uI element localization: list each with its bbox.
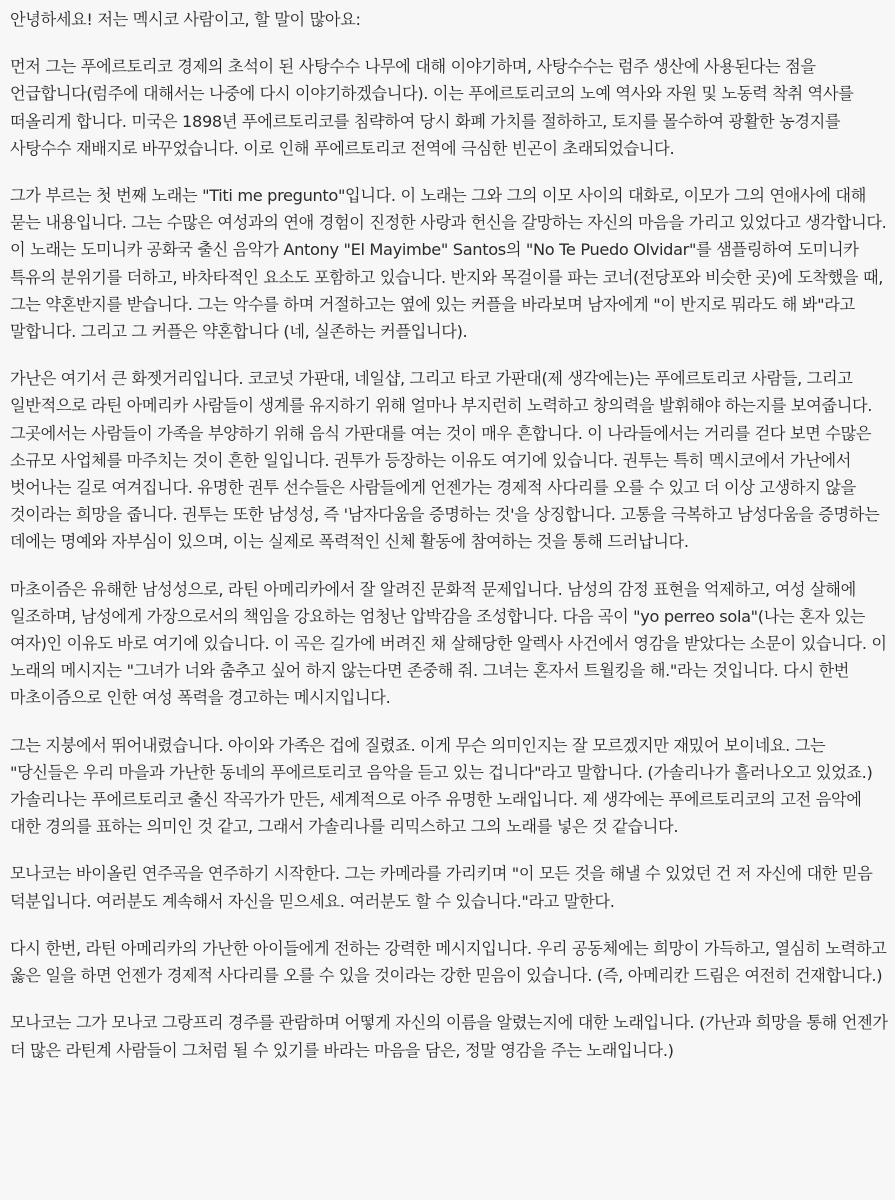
paragraph-poverty-boxing: 가난은 여기서 큰 화젯거리입니다. 코코넛 가판대, 네일샵, 그리고 타코 가판대(제 생각에는)는 푸에르토리코 사람들, 그리고 일반적으로 라틴 아메리카 사람들이 생계를 유지하기 위해 얼마나 부지런히 노력하고 창의력을 발휘해야 하는지를 보여줍니다. 그곳에서는 사람들이 가족을 부양하기 위해 음식 가판대를 여는 것이 매우 흔합니다. 이 나라들에서는 거리를 걷다 보면 수많은 소규모 사업체를 마주치는 것이 흔한 일입니다. 권투가 등장하는 이유도 여기에 있습니다. 권투는 특히 멕시코에서 가난에서 벗어나는 길로 여겨집니다. 유명한 권투 선수들은 사람들에게 언젠가는 경제적 사다리를 오를 수 있고 더 이상 고생하지 않을 것이라는 희망을 줍니다. 권투는 또한 남성성, 즉 '남자다움을 증명하는 것'을 상징합니다. 고통을 극복하고 남성다움을 증명하는 데에는 명예와 자부심이 있으며, 이는 실제로 폭력적인 신체 활동에 참여하는 것을 통해 드러납니다. [10, 369, 880, 552]
paragraph-monaco-song: 모나코는 그가 모나코 그랑프리 경주를 관람하며 어떻게 자신의 이름을 알렸는지에 대한 노래입니다. (가난과 희망을 통해 언젠가 더 많은 라틴계 사람들이 그처럼 될 수 있기를 바라는 마음을 담은, 정말 영감을 주는 노래입니다.) [10, 1013, 888, 1060]
paragraph-greeting: 안녕하세요! 저는 멕시코 사람이고, 할 말이 많아요: [10, 10, 361, 29]
paragraph-rooftop-gasolina: 그는 지붕에서 뛰어내렸습니다. 아이와 가족은 겁에 질렸죠. 이게 무슨 의미인지는 잘 모르겠지만 재밌어 보이네요. 그는 "당신들은 우리 마을과 가난한 동네의 푸에르토리코 음악을 듣고 있는 겁니다"라고 말합니다. (가솔리나가 흘러나오고 있었죠.) 가솔리나는 푸에르토리코 출신 작곡가가 만든, 세계적으로 아주 유명한 노래입니다. 제 생각에는 푸에르토리코의 고전 음악에 대한 경의를 표하는 의미인 것 같고, 그래서 가솔리나를 리믹스하고 그의 노래를 넣은 것 같습니다. [10, 735, 873, 837]
paragraph-sugarcane-history: 먼저 그는 푸에르토리코 경제의 초석이 된 사탕수수 나무에 대해 이야기하며, 사탕수수는 럼주 생산에 사용된다는 점을 언급합니다(럼주에 대해서는 나중에 다시 이야기하겠습니다). 이는 푸에르토리코의 노예 역사와 자원 및 노동력 착취 역사를 떠올리게 합니다. 미국은 1898년 푸에르토리코를 침략하여 당시 화폐 가치를 절하하고, 토지를 몰수하여 광활한 농경지를 사탕수수 재배지로 바꾸었습니다. 이로 인해 푸에르토리코 전역에 극심한 빈곤이 초래되었습니다. [10, 57, 854, 158]
paragraph-titi-me-pregunto: 그가 부르는 첫 번째 노래는 "Titi me pregunto"입니다. 이 노래는 그와 그의 이모 사이의 대화로, 이모가 그의 연애사에 대해 묻는 내용입니다. 그는 수많은 여성과의 연애 경험이 진정한 사랑과 헌신을 갈망하는 자신의 마음을 가리고 있었다고 생각합니다. 이 노래는 도미니카 공화국 출신 음악가 Antony "El Mayimbe" Santos의 "No Te Puedo Olvidar"를 샘플링하여 도미니카 특유의 분위기를 더하고, 바차타적인 요소도 포함하고 있습니다. 반지와 목걸이를 파는 코너(전당포와 비슷한 곳)에 도착했을 때, 그는 약혼반지를 받습니다. 그는 악수를 하며 거절하고는 옆에 있는 커플을 바라보며 남자에게 "이 반지로 뭐라도 해 봐"라고 말합니다. 그리고 그 커플은 약혼합니다 (네, 실존하는 커플입니다). [10, 186, 887, 342]
paragraph-machismo: 마초이즘은 유해한 남성성으로, 라틴 아메리카에서 잘 알려진 문화적 문제입니다. 남성의 감정 표현을 억제하고, 여성 살해에 일조하며, 남성에게 가장으로서의 책임을 강요하는 엄청난 압박감을 조성합니다. 다음 곡이 "yo perreo sola"(나는 혼자 있는 여자)인 이유도 바로 여기에 있습니다. 이 곡은 길가에 버려진 채 살해당한 알렉사 사건에서 영감을 받았다는 소문이 있습니다. 이 노래의 메시지는 "그녀가 너와 춤추고 싶어 하지 않는다면 존중해 줘. 그녀는 혼자서 트월킹을 해."라는 것입니다. 다시 한번 마초이즘으로 인한 여성 폭력을 경고하는 메시지입니다. [10, 579, 887, 708]
paragraph-monaco-violin: 모나코는 바이올린 연주곡을 연주하기 시작한다. 그는 카메라를 가리키며 "이 모든 것을 해낼 수 있었던 건 저 자신에 대한 믿음 덕분입니다. 여러분도 계속해서 자신을 믿으세요. 여러분도 할 수 있습니다."라고 말한다. [10, 864, 873, 911]
paragraph-hope-message: 다시 한번, 라틴 아메리카의 가난한 아이들에게 전하는 강력한 메시지입니다. 우리 공동체에는 희망이 가득하고, 열심히 노력하고 옳은 일을 하면 언젠가 경제적 사다리를 오를 수 있을 것이라는 강한 믿음이 있습니다. (즉, 아메리칸 드림은 여전히 건재합니다.) [10, 938, 887, 986]
